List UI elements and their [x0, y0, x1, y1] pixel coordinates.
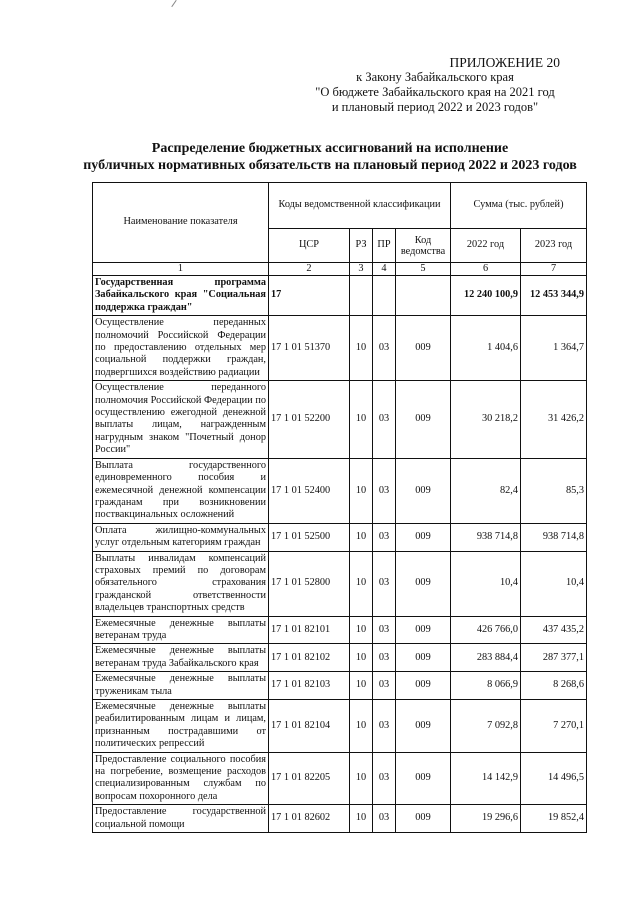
row-sum-2023: 7 270,1	[521, 700, 587, 753]
header-pr: ПР	[373, 229, 396, 263]
row-sum-2023: 12 453 344,9	[521, 276, 587, 316]
header-2023: 2023 год	[521, 229, 587, 263]
row-rz: 10	[350, 805, 373, 833]
row-sum-2023: 1 364,7	[521, 316, 587, 381]
table-row	[93, 805, 587, 833]
row-sum-2022: 12 240 100,9	[451, 276, 521, 316]
row-name: Предоставление государственной социальной помощи	[93, 805, 269, 833]
row-rz: 10	[350, 752, 373, 805]
row-kod-ved: 009	[396, 316, 451, 381]
row-pr: 03	[373, 752, 396, 805]
annex-line-2: "О бюджете Забайкальского края на 2021 год	[315, 85, 555, 99]
row-name: Предоставление социального пособия на погребение, возмещение расходов специализированным службам по вопросам похоронного дела	[93, 752, 269, 805]
row-sum-2023: 14 496,5	[521, 752, 587, 805]
row-name: Осуществление переданных полномочий Российской Федерации по предоставлению отдельных мер социальной поддержки граждан, подвергшихся воздействию радиации	[93, 316, 269, 381]
row-kod-ved: 009	[396, 672, 451, 700]
row-rz	[350, 276, 373, 316]
row-csr: 17 1 01 82102	[269, 644, 350, 672]
row-kod-ved: 009	[396, 644, 451, 672]
row-csr: 17 1 01 82602	[269, 805, 350, 833]
row-sum-2023: 85,3	[521, 458, 587, 523]
row-rz: 10	[350, 616, 373, 644]
row-rz: 10	[350, 644, 373, 672]
row-pr: 03	[373, 700, 396, 753]
column-number: 6	[451, 263, 521, 276]
row-csr: 17 1 01 82101	[269, 616, 350, 644]
column-number: 1	[93, 263, 269, 276]
row-name: Ежемесячные денежные выплаты ветеранам труда	[93, 616, 269, 644]
table-row	[93, 672, 587, 700]
row-sum-2022: 82,4	[451, 458, 521, 523]
column-number: 3	[350, 263, 373, 276]
annex-line-3: и плановый период 2022 и 2023 годов"	[331, 100, 539, 114]
row-csr: 17 1 01 51370	[269, 316, 350, 381]
heading-line-2: публичных нормативных обязательств на плановый период 2022 и 2023 годов	[83, 158, 577, 173]
row-sum-2022: 8 066,9	[451, 672, 521, 700]
row-sum-2022: 30 218,2	[451, 381, 521, 458]
annex-block	[300, 55, 570, 115]
row-sum-2022: 10,4	[451, 551, 521, 616]
table-row	[93, 616, 587, 644]
row-name: Выплата государственного единовременного пособия и ежемесячной денежной компенсации гражданам при возникновении поствакцинальных осложнений	[93, 458, 269, 523]
row-pr: 03	[373, 616, 396, 644]
row-sum-2023: 287 377,1	[521, 644, 587, 672]
row-name: Выплаты инвалидам компенсаций страховых премий по договорам обязательного страхования гражданской ответственности владельцев транспортных средств	[93, 551, 269, 616]
table-row	[93, 752, 587, 805]
row-sum-2022: 1 404,6	[451, 316, 521, 381]
row-sum-2023: 938 714,8	[521, 523, 587, 551]
document-heading	[60, 140, 600, 174]
row-sum-2023: 31 426,2	[521, 381, 587, 458]
row-name: Ежемесячные денежные выплаты труженикам тыла	[93, 672, 269, 700]
row-pr: 03	[373, 381, 396, 458]
row-csr: 17 1 01 82205	[269, 752, 350, 805]
row-csr: 17 1 01 52200	[269, 381, 350, 458]
row-sum-2022: 938 714,8	[451, 523, 521, 551]
row-kod-ved: 009	[396, 805, 451, 833]
row-sum-2022: 14 142,9	[451, 752, 521, 805]
column-number: 4	[373, 263, 396, 276]
row-kod-ved: 009	[396, 616, 451, 644]
column-number: 5	[396, 263, 451, 276]
row-csr: 17 1 01 52400	[269, 458, 350, 523]
row-name: Ежемесячные денежные выплаты ветеранам труда Забайкальского края	[93, 644, 269, 672]
row-rz: 10	[350, 700, 373, 753]
row-kod-ved: 009	[396, 752, 451, 805]
column-number: 2	[269, 263, 350, 276]
row-kod-ved: 009	[396, 523, 451, 551]
table-row	[93, 458, 587, 523]
row-sum-2022: 19 296,6	[451, 805, 521, 833]
row-sum-2023: 19 852,4	[521, 805, 587, 833]
row-rz: 10	[350, 551, 373, 616]
row-csr: 17 1 01 52800	[269, 551, 350, 616]
column-number: 7	[521, 263, 587, 276]
header-2022: 2022 год	[451, 229, 521, 263]
table-row	[93, 523, 587, 551]
row-sum-2022: 7 092,8	[451, 700, 521, 753]
row-pr: 03	[373, 644, 396, 672]
row-rz: 10	[350, 381, 373, 458]
row-rz: 10	[350, 316, 373, 381]
row-pr: 03	[373, 551, 396, 616]
row-pr	[373, 276, 396, 316]
heading-line-1: Распределение бюджетных ассигнований на исполнение	[151, 141, 509, 156]
row-name: Осуществление переданного полномочия Российской Федерации по осуществлению ежегодной денежной выплаты лицам, награжденным нагрудным знаком "Почетный донор России"	[93, 381, 269, 458]
row-csr: 17 1 01 82104	[269, 700, 350, 753]
row-pr: 03	[373, 672, 396, 700]
row-csr: 17 1 01 82103	[269, 672, 350, 700]
header-kod-ved: Код ведомства	[396, 229, 451, 263]
row-pr: 03	[373, 458, 396, 523]
header-name: Наименование показателя	[93, 183, 269, 263]
row-kod-ved: 009	[396, 700, 451, 753]
table-row	[93, 316, 587, 381]
row-kod-ved	[396, 276, 451, 316]
row-sum-2023: 437 435,2	[521, 616, 587, 644]
row-rz: 10	[350, 523, 373, 551]
row-rz: 10	[350, 672, 373, 700]
row-sum-2022: 426 766,0	[451, 616, 521, 644]
row-pr: 03	[373, 523, 396, 551]
annex-title: ПРИЛОЖЕНИЕ 20	[449, 55, 560, 70]
row-sum-2023: 8 268,6	[521, 672, 587, 700]
table-row	[93, 276, 587, 316]
table-row	[93, 551, 587, 616]
row-csr: 17 1 01 52500	[269, 523, 350, 551]
row-kod-ved: 009	[396, 381, 451, 458]
header-csr: ЦСР	[269, 229, 350, 263]
table-row	[93, 700, 587, 753]
row-rz: 10	[350, 458, 373, 523]
row-name: Оплата жилищно-коммунальных услуг отдельным категориям граждан	[93, 523, 269, 551]
annex-line-1: к Закону Забайкальского края	[356, 70, 514, 84]
row-kod-ved: 009	[396, 551, 451, 616]
budget-table	[92, 182, 587, 833]
table-body	[93, 276, 587, 833]
row-sum-2022: 283 884,4	[451, 644, 521, 672]
header-rz: РЗ	[350, 229, 373, 263]
table-row	[93, 381, 587, 458]
header-codes-group: Коды ведомственной классификации	[269, 183, 451, 229]
row-sum-2023: 10,4	[521, 551, 587, 616]
row-kod-ved: 009	[396, 458, 451, 523]
row-name: Государственная программа Забайкальского края "Социальная поддержка граждан"	[93, 276, 269, 316]
pen-mark	[171, 0, 176, 7]
header-sum-group: Сумма (тыс. рублей)	[451, 183, 587, 229]
table-row	[93, 644, 587, 672]
row-pr: 03	[373, 805, 396, 833]
row-pr: 03	[373, 316, 396, 381]
row-name: Ежемесячные денежные выплаты реабилитированным лицам и лицам, признанным пострадавшими от политических репрессий	[93, 700, 269, 753]
row-csr: 17	[269, 276, 350, 316]
